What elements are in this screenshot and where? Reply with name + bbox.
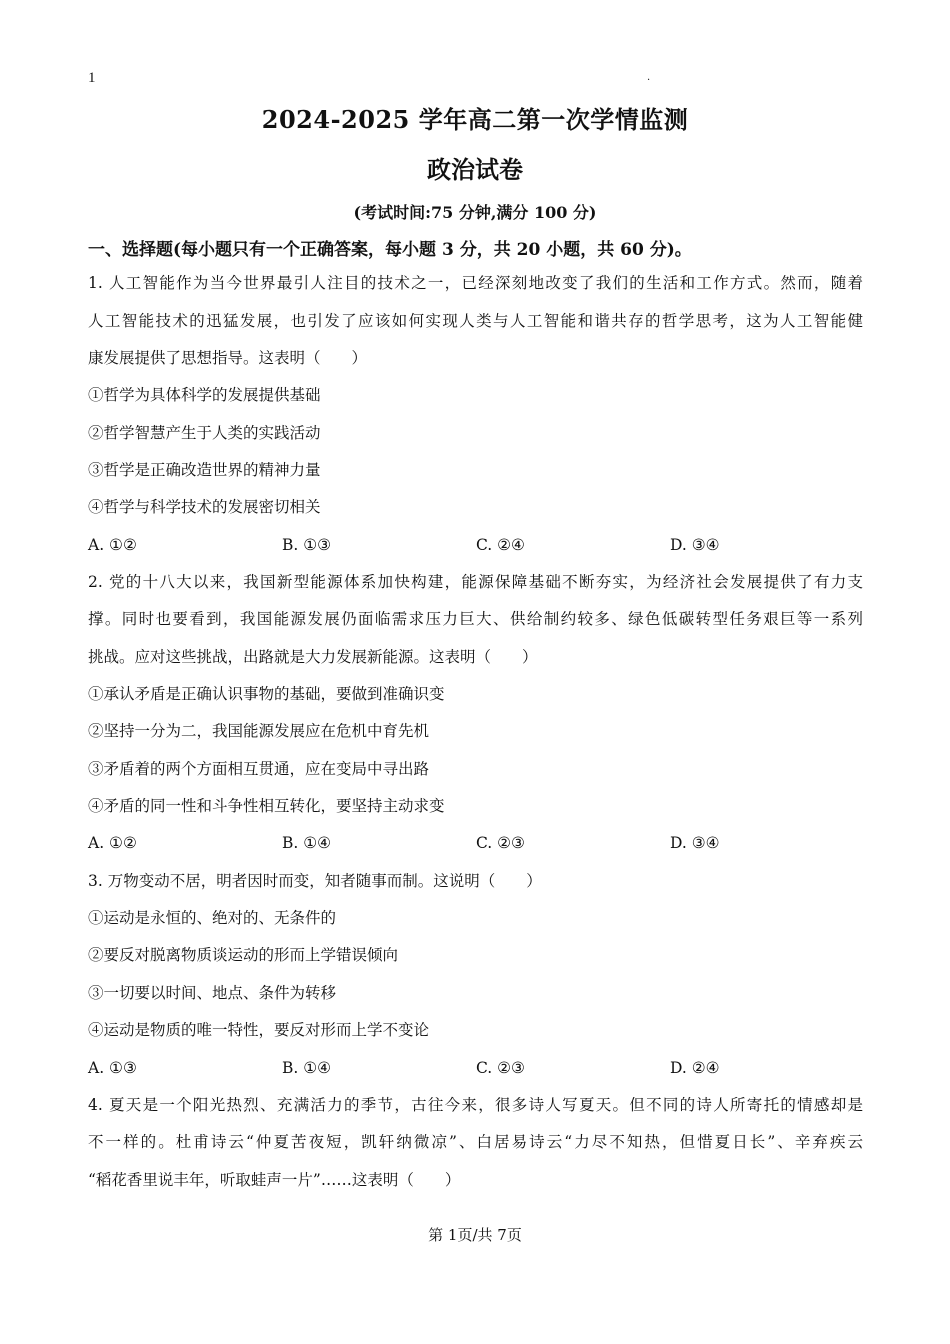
option-line: ③哲学是正确改造世界的精神力量 xyxy=(88,461,321,479)
answer-choice-b[interactable]: B. ①④ xyxy=(282,1059,332,1077)
option-line: ③矛盾着的两个方面相互贯通，应在变局中寻出路 xyxy=(88,760,430,778)
question-stem-line: 2. 党的十八大以来，我国新型能源体系加快构建，能源保障基础不断夯实，为经济社会发展提供了有力支 xyxy=(88,573,863,591)
option-line: ④哲学与科学技术的发展密切相关 xyxy=(88,498,321,516)
answer-choice-c[interactable]: C. ②③ xyxy=(476,834,525,852)
section-heading: 一、选择题(每小题只有一个正确答案，每小题 3 分，共 20 小题，共 60 分)。 xyxy=(88,240,692,260)
answer-choice-c[interactable]: C. ②③ xyxy=(476,1059,525,1077)
answer-choice-b[interactable]: B. ①③ xyxy=(282,536,332,554)
page-mark: 1 xyxy=(88,70,96,86)
question-stem-line: 3. 万物变动不居，明者因时而变，知者随事而制。这说明（ ） xyxy=(88,872,542,890)
question-stem-line: “稻花香里说丰年，听取蛙声一片”……这表明（ ） xyxy=(88,1171,461,1189)
question-stem-line: 4. 夏天是一个阳光热烈、充满活力的季节，古往今来，很多诗人写夏天。但不同的诗人所寄托的情感却是 xyxy=(88,1096,863,1114)
question-stem-line: 康发展提供了思想指导。这表明（ ） xyxy=(88,349,368,367)
question-stem-line: 人工智能技术的迅猛发展，也引发了应该如何实现人类与人工智能和谐共存的哲学思考，这为人工智能健 xyxy=(88,312,863,330)
question-stem-line: 不一样的。杜甫诗云“仲夏苦夜短，凯轩纳微凉”、白居易诗云“力尽不知热，但惜夏日长”、辛弃疾云 xyxy=(88,1133,863,1151)
option-line: ①承认矛盾是正确认识事物的基础，要做到准确识变 xyxy=(88,685,445,703)
answer-choice-d[interactable]: D. ③④ xyxy=(670,536,720,554)
question-stem-line: 撑。同时也要看到，我国能源发展仍面临需求压力巨大、供给制约较多、绿色低碳转型任务艰巨等一系列 xyxy=(88,610,863,628)
answer-choice-d[interactable]: D. ③④ xyxy=(670,834,720,852)
exam-info: (考试时间:75 分钟,满分 100 分) xyxy=(353,203,597,222)
answer-choice-a[interactable]: A. ①② xyxy=(88,536,137,554)
option-line: ②坚持一分为二，我国能源发展应在危机中育先机 xyxy=(88,722,430,740)
option-line: ④运动是物质的唯一特性，要反对形而上学不变论 xyxy=(88,1021,430,1039)
answer-choice-a[interactable]: A. ①② xyxy=(88,834,137,852)
option-line: ①哲学为具体科学的发展提供基础 xyxy=(88,386,321,404)
option-line: ②哲学智慧产生于人类的实践活动 xyxy=(88,424,321,442)
question-stem-line: 挑战。应对这些挑战，出路就是大力发展新能源。这表明（ ） xyxy=(88,648,538,666)
answer-choice-c[interactable]: C. ②④ xyxy=(476,536,525,554)
page-footer: 第 1页/共 7页 xyxy=(428,1226,522,1244)
answer-choice-d[interactable]: D. ②④ xyxy=(670,1059,720,1077)
exam-title: 2024-2025 学年高二第一次学情监测 xyxy=(261,105,689,134)
exam-subtitle: 政治试卷 xyxy=(427,155,523,184)
answer-choice-b[interactable]: B. ①④ xyxy=(282,834,332,852)
option-line: ③一切要以时间、地点、条件为转移 xyxy=(88,984,337,1002)
question-stem-line: 1. 人工智能作为当今世界最引人注目的技术之一，已经深刻地改变了我们的生活和工作方式。然而，随着 xyxy=(88,274,863,292)
option-line: ①运动是永恒的、绝对的、无条件的 xyxy=(88,909,337,927)
option-line: ②要反对脱离物质谈运动的形而上学错误倾向 xyxy=(88,946,399,964)
option-line: ④矛盾的同一性和斗争性相互转化，要坚持主动求变 xyxy=(88,797,445,815)
dot-mark: . xyxy=(647,72,651,83)
answer-choice-a[interactable]: A. ①③ xyxy=(88,1059,137,1077)
